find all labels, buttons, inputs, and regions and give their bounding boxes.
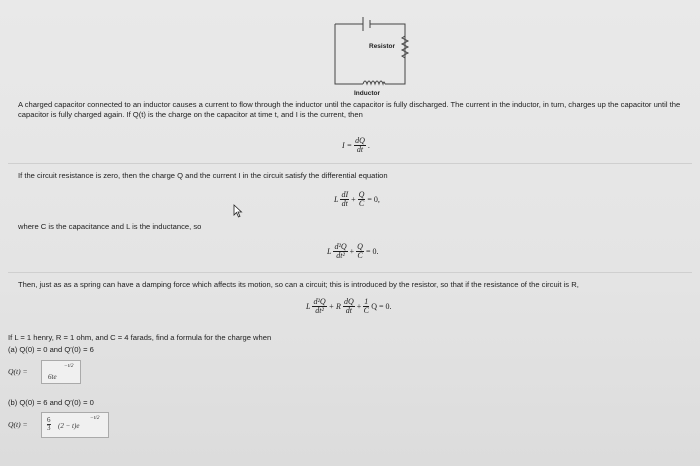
lc-equation-charge: L $\frac{\text{d²Q}}{\text{dt²}}$ + $\frac{Q}{C}$ = 0. bbox=[327, 242, 379, 260]
cursor-icon bbox=[233, 204, 243, 218]
inductor-label: Inductor bbox=[354, 90, 380, 97]
part-a-label: (a) Q(0) = 0 and Q′(0) = 6 bbox=[8, 345, 94, 354]
part-b-label: (b) Q(0) = 6 and Q′(0) = 0 bbox=[8, 398, 94, 407]
circuit-diagram bbox=[325, 6, 425, 102]
inductor-coil bbox=[363, 81, 385, 84]
resistor-label: Resistor bbox=[369, 43, 396, 50]
part-b-lhs: Q(t) = bbox=[8, 420, 28, 429]
given-values: If L = 1 henry, R = 1 ohm, and C = 4 farads, find a formula for the charge when bbox=[8, 333, 272, 342]
part-a-answer-field[interactable]: 6te −t/2 bbox=[41, 360, 81, 384]
lc-equation-current: L $\frac{dI}{dt}$ + $\frac{Q}{C}$ = 0, bbox=[334, 190, 380, 208]
part-b-answer-field[interactable]: 6 3 (2 − t)e −t/2 bbox=[41, 412, 109, 438]
intro-paragraph: A charged capacitor connected to an inductor causes a current to flow through the inductor until the capacitor is fully discharged. The current in the inductor, in turn, charges up the capacitor until the capacitor is fully charged again. If Q(t) is the charge on the capacitor at time t, and I is the current, then bbox=[18, 100, 681, 119]
paragraph-3: where C is the capacitance and L is the inductance, so bbox=[18, 222, 202, 231]
paragraph-4: Then, just as as a spring can have a damping force which affects its motion, so can a circuit; this is introduced by the resistor, so that if the resistance of the circuit is R, bbox=[18, 280, 579, 289]
rlc-equation: L $\frac{\text{d²Q}}{\text{dt²}}$ + R $\frac{dQ}{dt}$ + $\frac{1}{C}$ Q = 0. bbox=[306, 297, 392, 315]
part-a-lhs: Q(t) = bbox=[8, 367, 28, 376]
current-equation: I = $\frac{dQ}{dt}$ . bbox=[342, 136, 370, 154]
paragraph-2: If the circuit resistance is zero, then the charge Q and the current I in the circuit satisfy the differential equation bbox=[18, 171, 388, 180]
